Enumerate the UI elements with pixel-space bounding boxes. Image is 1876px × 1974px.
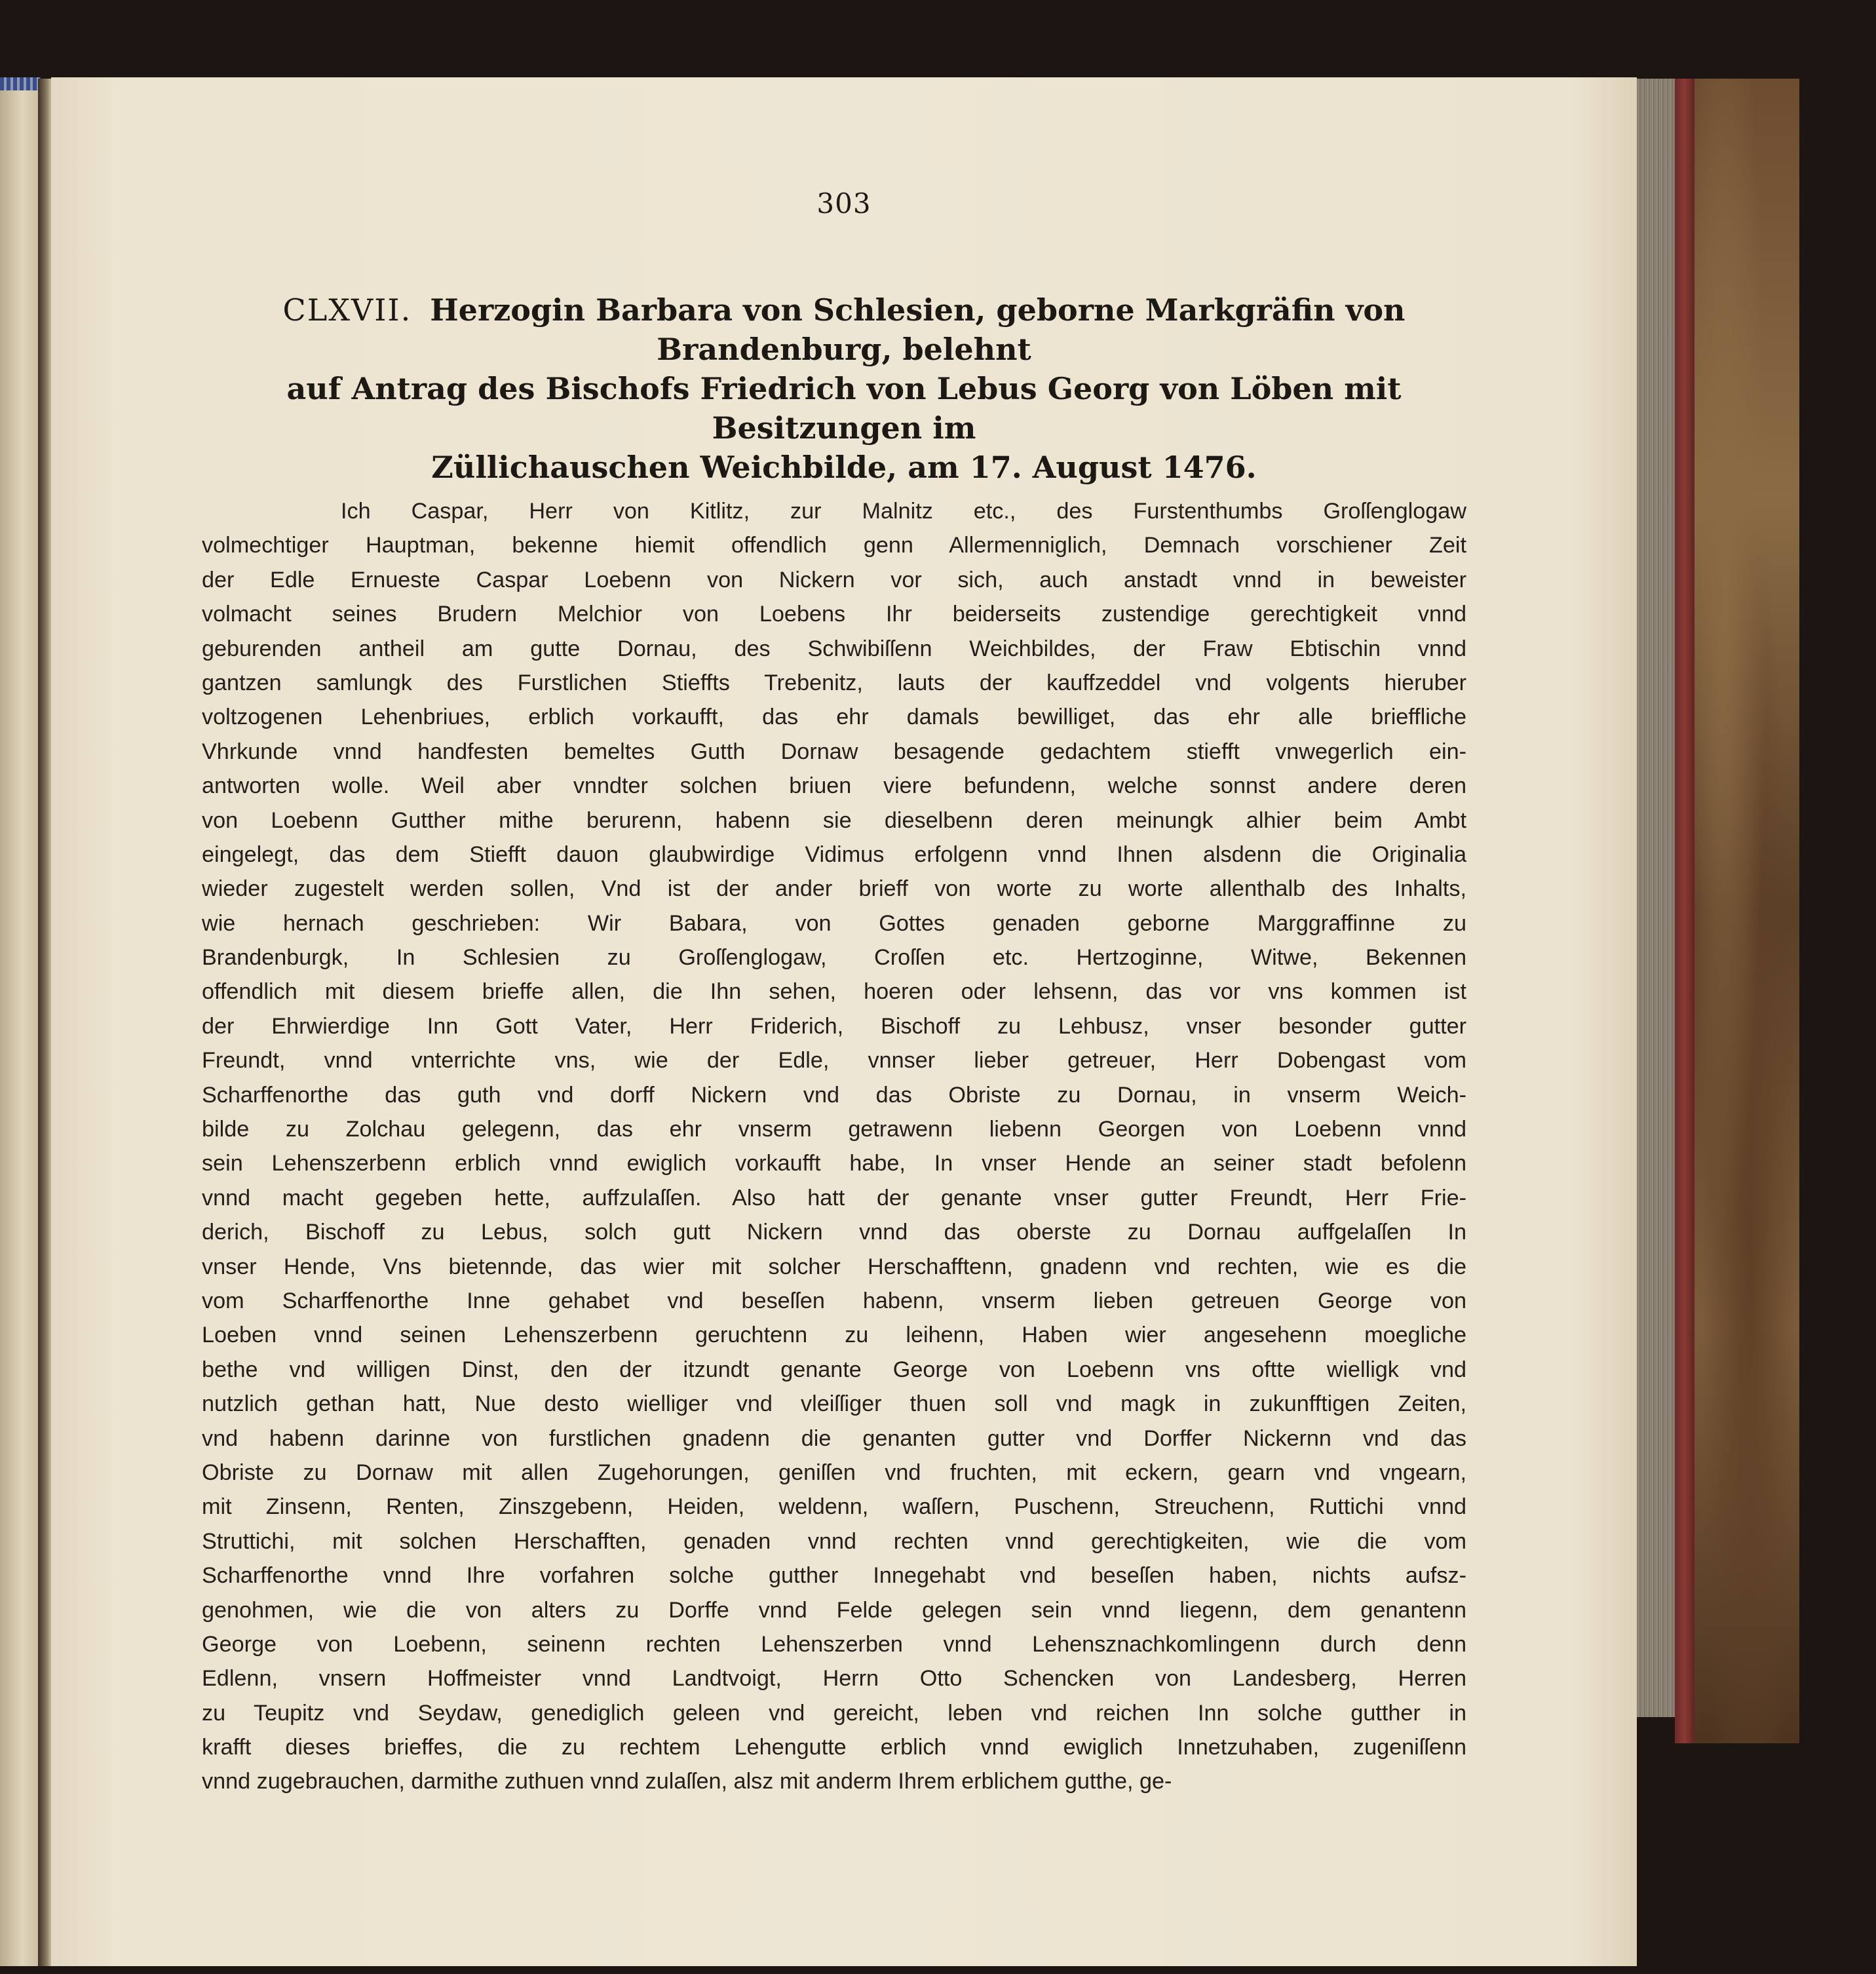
document-heading bbox=[228, 290, 1460, 487]
body-line: krafft dieses brieffes, die zu rechtem Lehengutte erblich vnnd ewiglich Innetzuhaben, zugeniſſenn bbox=[202, 1735, 1466, 1760]
body-line: bethe vnd willigen Dinst, den der itzundt genante George von Loebenn vns oftte wielligk vnd bbox=[202, 1357, 1466, 1382]
heading-title-line-2: auf Antrag des Bischofs Friedrich von Lebus Georg von Löben mit Besitzungen im bbox=[286, 371, 1402, 446]
body-line: Scharffenorthe vnnd Ihre vorfahren solche gutther Innegehabt vnd beseſſen haben, nichts aufsz- bbox=[202, 1563, 1466, 1589]
body-line: Freundt, vnnd vnterrichte vns, wie der Edle, vnnser lieber getreuer, Herr Dobengast vom bbox=[202, 1048, 1466, 1074]
body-line: Vhrkunde vnnd handfesten bemeltes Gutth Dornaw besagende gedachtem stiefft vnwegerlich ein- bbox=[202, 739, 1466, 764]
body-line: offendlich mit diesem brieffe allen, die Ihn sehen, hoeren oder lehsenn, das vor vns kommen ist bbox=[202, 979, 1466, 1005]
body-line: gantzen samlungk des Furstlichen Stieffts Trebenitz, lauts der kauffzeddel vnd volgents hieruber bbox=[202, 670, 1466, 695]
body-line: Edlenn, vnsern Hoffmeister vnnd Landtvoigt, Herrn Otto Schencken von Landesberg, Herren bbox=[202, 1666, 1466, 1692]
body-line: genohmen, wie die von alters zu Dorffe vnnd Felde gelegen sein vnnd liegenn, dem genantenn bbox=[202, 1597, 1466, 1623]
page-number: 303 bbox=[816, 187, 871, 220]
body-line: mit Zinsenn, Renten, Zinszgebenn, Heiden, weldenn, waſſern, Puschenn, Streuchenn, Ruttichi vnnd bbox=[202, 1494, 1466, 1520]
body-line: derich, Bischoff zu Lebus, solch gutt Nickern vnnd das oberste zu Dornau auffgelaſſen In bbox=[202, 1220, 1466, 1245]
book-gutter bbox=[38, 79, 52, 1966]
document-number: CLXVII. bbox=[282, 292, 412, 328]
body-line: vnser Hende, Vns bietennde, das wier mit solcher Herschafftenn, gnadenn vnd rechten, wie es die bbox=[202, 1254, 1466, 1279]
heading-title-line-1: Herzogin Barbara von Schlesien, geborne Markgräfin von Brandenburg, belehnt bbox=[430, 292, 1406, 367]
body-line: vnd habenn darinne von furstlichen gnadenn die genanten gutter vnd Dorffer Nickernn vnd das bbox=[202, 1425, 1466, 1451]
body-line: Struttichi, mit solchen Herschafften, genaden vnnd rechten vnnd gerechtigkeiten, wie die vom bbox=[202, 1528, 1466, 1554]
body-line: wieder zugestelt werden sollen, Vnd ist der ander brieff von worte zu worte allenthalb des Inhalts, bbox=[202, 876, 1466, 902]
body-line: sein Lehenszerbenn erblich vnnd ewiglich vorkaufft habe, In vnser Hende an seiner stadt befolenn bbox=[202, 1151, 1466, 1176]
bookmark-ribbon bbox=[0, 77, 41, 90]
body-line: geburenden antheil am gutte Dornau, des Schwibiſſenn Weichbildes, der Fraw Ebtischin vnnd bbox=[202, 636, 1466, 661]
body-line: George von Loebenn, seinenn rechten Lehenszerben vnnd Lehensznachkomlingenn durch denn bbox=[202, 1631, 1466, 1657]
body-line: vnnd zugebrauchen, darmithe zuthuen vnnd zulaſſen, alsz mit anderm Ihrem erblichem gutthe, ge- bbox=[202, 1769, 1172, 1794]
body-line: vom Scharffenorthe Inne gehabet vnd beseſſen habenn, vnserm lieben getreuen George von bbox=[202, 1288, 1466, 1313]
body-line: Ich Caspar, Herr von Kitlitz, zur Malnitz etc., des Furstenthumbs Groſſenglogaw bbox=[341, 499, 1466, 524]
document-body bbox=[202, 494, 1466, 1799]
body-line: volmechtiger Hauptman, bekenne hiemit offendlich genn Allermenniglich, Demnach vorschiener Zeit bbox=[202, 533, 1466, 558]
body-line: wie hernach geschrieben: Wir Babara, von Gottes genaden geborne Marggraffinne zu bbox=[202, 910, 1466, 936]
body-line: bilde zu Zolchau gelegenn, das ehr vnserm getrawenn liebenn Georgen von Loebenn vnnd bbox=[202, 1117, 1466, 1142]
heading-title-line-3: Züllichauschen Weichbilde, am 17. August 1476. bbox=[431, 450, 1257, 485]
body-line: von Loebenn Gutther mithe berurenn, habenn sie dieselbenn deren meinungk alhier beim Ambt bbox=[202, 807, 1466, 833]
body-line: Obriste zu Dornaw mit allen Zugehorungen, geniſſen vnd fruchten, mit eckern, gearn vnd vngearn, bbox=[202, 1460, 1466, 1485]
body-line: der Ehrwierdige Inn Gott Vater, Herr Friderich, Bischoff zu Lehbusz, vnser besonder gutter bbox=[202, 1013, 1466, 1039]
page-block-edges bbox=[1637, 79, 1675, 1717]
previous-page-edge bbox=[0, 79, 41, 1966]
body-line: zu Teupitz vnd Seydaw, genediglich geleen vnd gereicht, leben vnd reichen Inn solche gutther in bbox=[202, 1700, 1466, 1726]
body-line: eingelegt, das dem Stiefft dauon glaubwirdige Vidimus erfolgenn vnnd Ihnen alsdenn die Originalia bbox=[202, 842, 1466, 867]
body-line: der Edle Ernueste Caspar Loebenn von Nickern vor sich, auch anstadt vnnd in beweister bbox=[202, 567, 1466, 592]
body-line: voltzogenen Lehenbriues, erblich vorkaufft, das ehr damals bewilliget, das ehr alle brieffliche bbox=[202, 705, 1466, 730]
book-page bbox=[51, 77, 1637, 1966]
body-line: Brandenburgk, In Schlesien zu Groſſenglogaw, Croſſen etc. Hertzoginne, Witwe, Bekennen bbox=[202, 945, 1466, 971]
body-line: vnnd macht gegeben hette, auffzulaſſen. Also hatt der genante vnser gutter Freundt, Herr Frie- bbox=[202, 1185, 1466, 1210]
body-line: volmacht seines Brudern Melchior von Loebens Ihr beiderseits zustendige gerechtigkeit vnnd bbox=[202, 602, 1466, 627]
body-line: Scharffenorthe das guth vnd dorff Nickern vnd das Obriste zu Dornau, in vnserm Weich- bbox=[202, 1082, 1466, 1108]
book-cover-spine-edge bbox=[1675, 79, 1694, 1743]
body-line: antworten wolle. Weil aber vnndter solchen briuen viere befundenn, welche sonnst andere deren bbox=[202, 773, 1466, 799]
body-line: nutzlich gethan hatt, Nue desto wielliger vnd vleiſſiger thuen soll vnd magk in zukunfftigen Zeiten, bbox=[202, 1391, 1466, 1417]
heading-line-1 bbox=[228, 290, 1460, 369]
body-line: Loeben vnnd seinen Lehenszerbenn geruchtenn zu leihenn, Haben wier angesehenn moegliche bbox=[202, 1323, 1466, 1348]
